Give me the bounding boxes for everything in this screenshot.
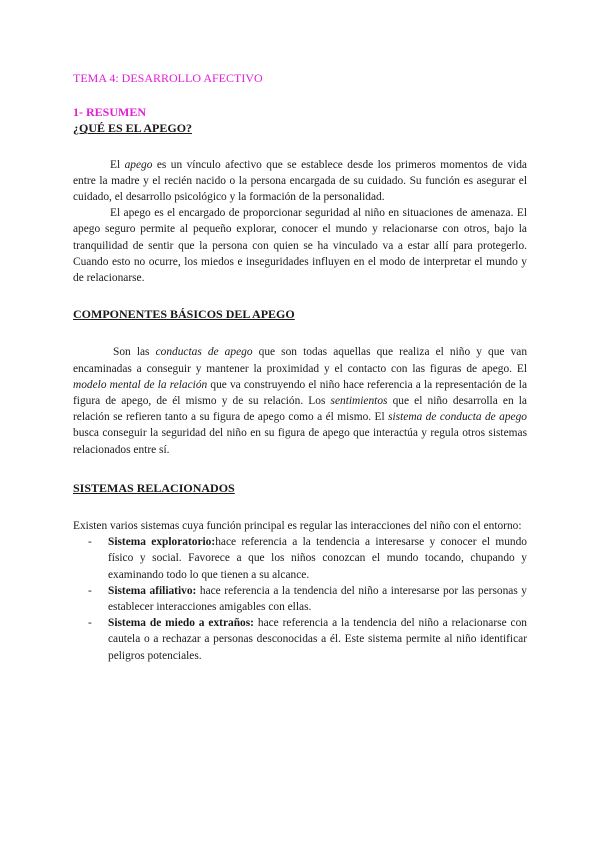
components-t4: que el niño desarrolla en la relación se refieren tanto a su figura de apego como a él mismo. El bbox=[73, 395, 527, 424]
components-t5: busca conseguir la seguridad del niño en su figura de apego que interactúa y regula otros sistemas relacionados entre sí. bbox=[73, 427, 527, 456]
apego-paragraph-2: El apego es el encargado de proporcionar seguridad al niño en situaciones de amenaza. El apego seguro permite al pequeño explorar, conocer el mundo y relacionarse con otros, bajo la tranquilidad de sentir que la persona con quien se ha vinculado va a estar allí para protegerlo. Cuando esto no ocurre, los miedos e inseguridades influyen en el modo de interpretar el mundo y de relacionarse. bbox=[73, 207, 527, 285]
summary-heading: 1- RESUMEN bbox=[73, 105, 147, 120]
apego-p1-start: El bbox=[110, 158, 125, 171]
document-title: TEMA 4: DESARROLLO AFECTIVO bbox=[73, 71, 263, 85]
components-e1: conductas de apego bbox=[155, 346, 253, 359]
components-e2: modelo mental de la relación bbox=[73, 378, 208, 391]
components-t3: que va construyendo el niño hace referencia a la representación de la figura de apego, de él mismo y de su relación. Los bbox=[73, 378, 527, 408]
apego-term: apego bbox=[124, 158, 153, 171]
components-t2: que son todas aquellas que realiza el niño y que van encaminadas a conseguir y mantener la proximidad y el contacto con las figuras de apego. El bbox=[73, 346, 528, 375]
components-e3: sentimientos bbox=[330, 395, 388, 408]
bullet-dash: - bbox=[88, 536, 92, 549]
system-name: Sistema de miedo a extraños: bbox=[108, 617, 254, 630]
components-heading: COMPONENTES BÁSICOS DEL APEGO bbox=[73, 307, 295, 322]
system-text: hace referencia a la tendencia del niño a relacionarse con cautela o a rechazar a personas desconocidas a él. Este sistema permite al niño identificar peligros potenciales. bbox=[108, 617, 527, 662]
apego-p1-rest: es un vínculo afectivo que se establece desde los primeros momentos de vida entre la madre y el recién nacido o la persona encargada de su cuidado. Su función es asegurar el cuidado, el desarrollo psicológico y la formación de la personalidad. bbox=[73, 158, 527, 204]
apego-paragraph-1 bbox=[73, 157, 527, 206]
bullet-dash: - bbox=[88, 617, 92, 630]
components-paragraph bbox=[73, 344, 527, 457]
systems-heading: SISTEMAS RELACIONADOS bbox=[73, 480, 235, 495]
system-name: Sistema afiliativo: bbox=[108, 584, 197, 597]
bullet-dash: - bbox=[88, 584, 92, 597]
system-text: hace referencia a la tendencia del niño a interesarse por las personas y establecer interacciones amigables con ellas. bbox=[108, 584, 527, 614]
list-item bbox=[88, 583, 527, 615]
systems-list bbox=[73, 534, 527, 664]
system-name: Sistema exploratorio: bbox=[108, 536, 216, 549]
components-t1: Son las bbox=[113, 346, 156, 359]
system-text: hace referencia a la tendencia a interesarse y conocer el mundo físico y social. Favorece a que los niños conozcan el mundo tocando, chupando y examinando todo lo que tienen a su alcance. bbox=[108, 536, 527, 581]
list-item bbox=[88, 534, 527, 583]
list-item bbox=[88, 615, 527, 664]
systems-intro: Existen varios sistemas cuya función principal es regular las interacciones del niño con el entorno: bbox=[73, 520, 522, 533]
question-heading: ¿QUÉ ES EL APEGO? bbox=[73, 121, 193, 136]
components-e4: sistema de conducta de apego bbox=[388, 411, 527, 424]
